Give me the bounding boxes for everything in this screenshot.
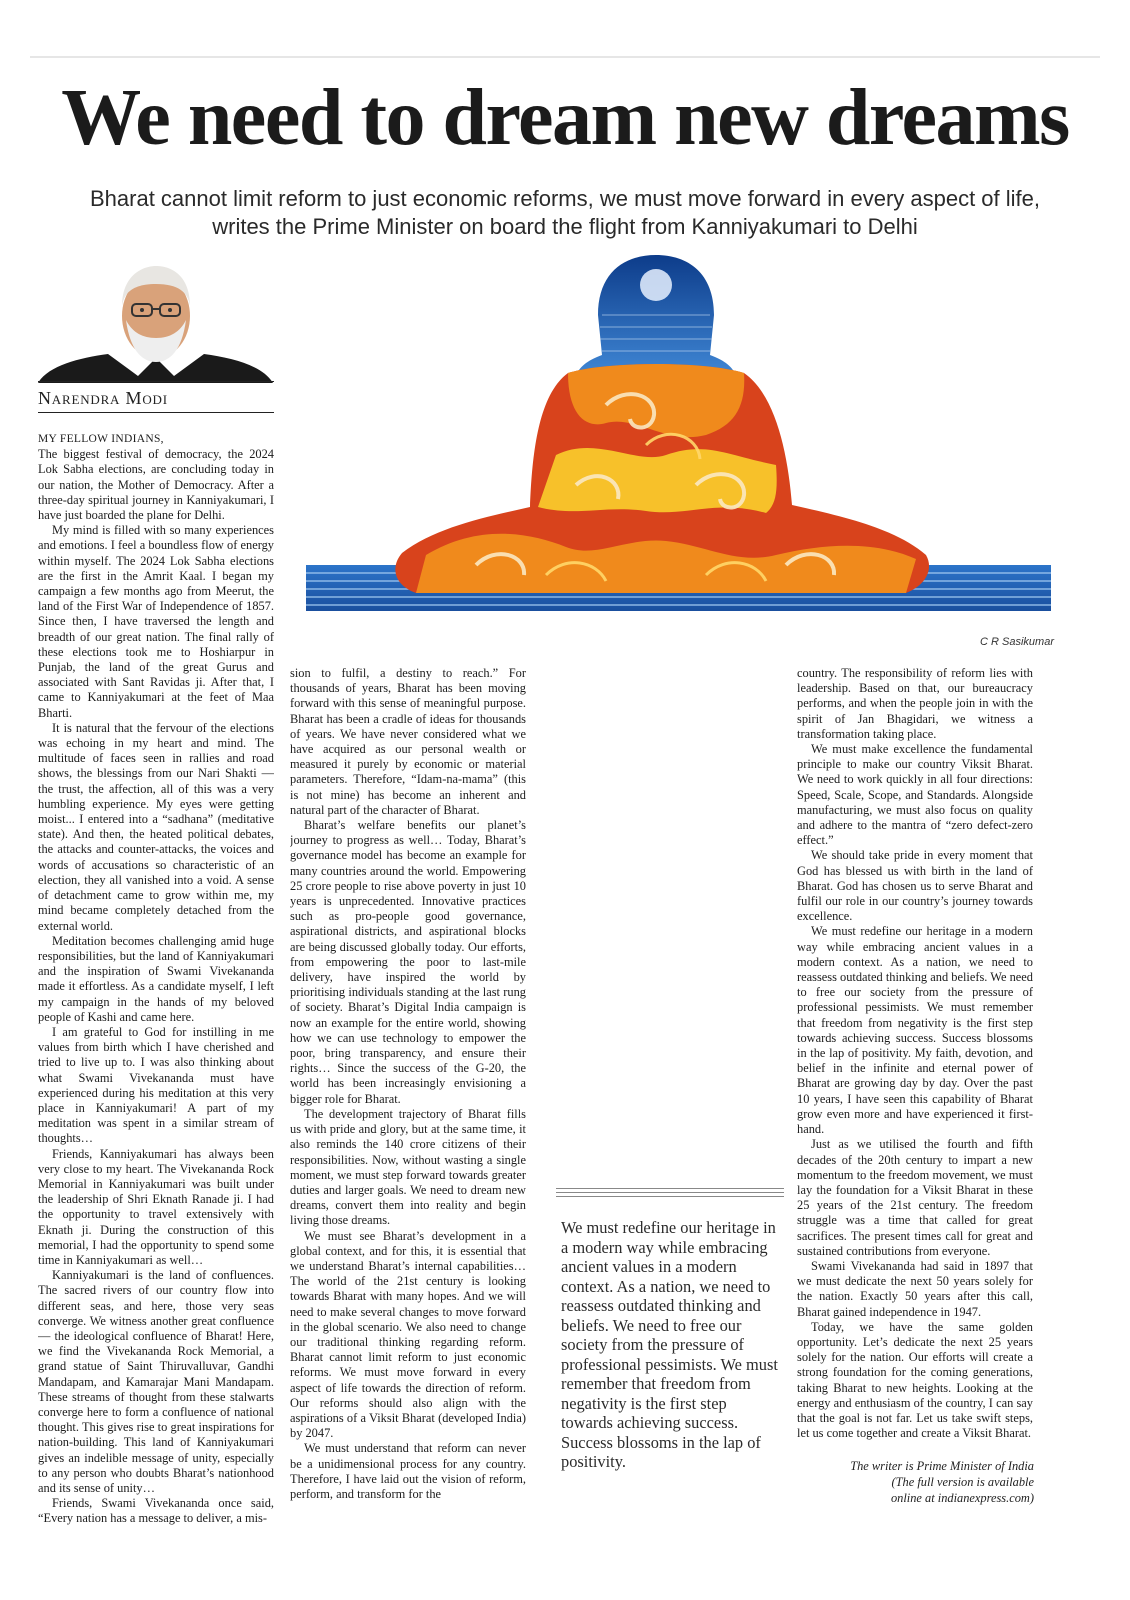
paragraph: We must make excellence the fundamental principle to make our country Viksit Bharat. We need to work quickly in all four directions: Speed, Scale, Scope, and Standards. Alongside manufacturing, we must also focus on quality and adhere to the mantra of “zero defect-zero effect.”	[797, 742, 1033, 848]
paragraph: We must understand that reform can never be a unidimensional process for any country. Therefore, I have laid out the vision of reform, perform, and transform for the	[290, 1441, 526, 1501]
headline: We need to dream new dreams	[61, 74, 1069, 162]
paragraph: Swami Vivekananda had said in 1897 that we must dedicate the next 50 years solely for the nation. Exactly 50 years after this call, Bharat gained independence in 1947.	[797, 1258, 1033, 1319]
meditating-figure-illustration	[306, 255, 1051, 635]
paragraph: It is natural that the fervour of the elections was echoing in my heart and mind. The multitude of faces seen in rallies and road shows, the blessings from our Nari Shakti — the trust, the affection, all of this was a very humbling experience. My eyes were getting moist... I entered into a “sadhana” (meditative state). And then, the heated political debates, the attacks and counter-attacks, the voices and words of accusations so characteristic of an election, they all vanished into a void. A sense of detachment came to grow within me, my mind became completely detached from the external world.	[38, 720, 274, 933]
paragraph: Friends, Swami Vivekananda once said, “Every nation has a message to deliver, a mis-	[38, 1496, 274, 1526]
author-note-line: The writer is Prime Minister of India	[850, 1459, 1034, 1473]
standfirst	[40, 185, 1090, 241]
article-column-1	[38, 432, 274, 1572]
paragraph: Meditation becomes challenging amid huge responsibilities, but the land of Kanniyakumari and the inspiration of Swami Vivekananda made it effortless. As a candidate myself, I left my campaign in the hands of my beloved people of Kashi and came here.	[38, 933, 274, 1024]
paragraph: sion to fulfil, a destiny to reach.” For thousands of years, Bharat has been moving forward with this sense of meaningful purpose. Bharat has been a cradle of ideas for thousands of years. We have never considered what we have acquired as our personal wealth or measured it purely by economic or material parameters. Therefore, “Idam-na-mama” (this is not mine) has become an inherent and natural part of the character of Bharat.	[290, 666, 526, 817]
paragraph: Bharat’s welfare benefits our planet’s journey to progress as well… Today, Bharat’s governance model has become an example for many countries around the world. Empowering 25 crore people to rise above poverty in just 10 years is unprecedented. Innovative practices such as pro-people good governance, aspirational districts, and aspirational blocks are being discussed globally today. Our efforts, from empowering the poor to last-mile delivery, have inspired the world by prioritising individuals standing at the last rung of society. Bharat’s Digital India campaign is now an example for the entire world, showing how we can use technology to empower the poor, bring transparency, and ensure their rights… Since the success of the G-20, the world has been increasingly envisioning a bigger role for Bharat.	[290, 818, 526, 1106]
standfirst-line: writes the Prime Minister on board the flight from Kanniyakumari to Delhi	[212, 214, 918, 239]
paragraph: The biggest festival of democracy, the 2024 Lok Sabha elections, are concluding today in our nation, the Mother of Democracy. After a three-day spiritual journey in Kanniyakumari, I have just boarded the plane for Delhi.	[38, 447, 274, 523]
article-column-3	[797, 666, 1033, 1456]
pullquote-rule	[556, 1196, 784, 1197]
paragraph: Today, we have the same golden opportunity. Let’s dedicate the next 25 years solely for the nation. Our efforts will create a strong foundation for the coming generations, taking Bharat to new heights. Looking at the energy and enthusiasm of the country, I can say that the goal is not far. Let us take swift steps, let us come together and create a Viksit Bharat.	[797, 1319, 1033, 1441]
author-portrait	[38, 258, 273, 383]
greeting: MY FELLOW INDIANS,	[38, 433, 164, 445]
author-note-line: (The full version is available	[891, 1475, 1034, 1489]
byline-rule	[38, 381, 274, 382]
article-column-2	[290, 666, 526, 1566]
illustration-credit: C R Sasikumar	[980, 636, 1054, 648]
author-note-line: online at indianexpress.com)	[890, 1491, 1034, 1505]
paragraph: I am grateful to God for instilling in me values from birth which I have cherished and tried to live up to. I was also thinking about what Swami Vivekananda must have experienced during his meditation at this very place in Kanniyakumari! A part of my meditation was spent in a similar stream of thoughts…	[38, 1024, 274, 1146]
paragraph: We must see Bharat’s development in a global context, and for this, it is essential that we understand Bharat’s internal capabilities… The world of the 21st century is looking towards Bharat with many hopes. And we will need to make several changes to move forward in the global scenario. We also need to change our traditional thinking regarding reform. Bharat cannot limit reform to just economic reforms. We must move forward in every aspect of life towards the direction of reform. Our reforms should also align with the aspirations of a Viksit Bharat (developed India) by 2047.	[290, 1228, 526, 1441]
paragraph: country. The responsibility of reform lies with leadership. Based on that, our bureaucracy performs, and when the people join in with the spirit of Jan Bhagidari, we witness a transformation taking place.	[797, 666, 1033, 741]
standfirst-line: Bharat cannot limit reform to just economic reforms, we must move forward in every aspect of life,	[89, 186, 1041, 211]
paragraph: Just as we utilised the fourth and fifth decades of the 20th century to impart a new momentum to the freedom movement, we must lay the foundation for a Viksit Bharat in these 25 years of the 21st century. The freedom struggle was a time that called for great sacrifices. The present times call for great and sustained contributions from everyone.	[797, 1137, 1033, 1258]
byline-rule	[38, 412, 274, 413]
author-byline: Narendra Modi	[38, 388, 168, 408]
author-note	[774, 1458, 1034, 1506]
paragraph: Friends, Kanniyakumari has always been very close to my heart. The Vivekananda Rock Memorial in Kanniyakumari was built under the leadership of Shri Eknath Ranade ji. I had the opportunity to travel extensively with Eknath ji. During the construction of this memorial, I had the opportunity to spend some time in Kanniyakumari as well…	[38, 1146, 274, 1267]
paragraph: We must redefine our heritage in a modern way while embracing ancient values in a modern context. As a nation, we need to reassess outdated thinking and beliefs. We need to free our society from the pressure of professional pessimists. We must remember that freedom from negativity is the first step towards achieving success. Success blossoms in the lap of positivity. My faith, devotion, and belief in the infinite and eternal power of Bharat are growing day by day. Over the past 10 years, I have seen this capability of Bharat grow even more and have experienced it first-hand.	[797, 924, 1033, 1137]
pullquote: We must redefine our heritage in a modern way while embracing ancient values in a modern context. As a nation, we need to reassess outdated thinking and beliefs. We need to free our society from the pressure of professional pessimists. We must remember that freedom from negativity is the first step towards achieving success. Success blossoms in the lap of positivity.	[561, 1218, 778, 1471]
paragraph: We should take pride in every moment that God has blessed us with birth in the land of Bharat. God has chosen us to serve Bharat and fulfil our role in our country’s journey towards excellence.	[797, 848, 1033, 924]
paragraph: Kanniyakumari is the land of confluences. The sacred rivers of our country flow into different seas, and here, those very seas converge. We witness another great confluence — the ideological confluence of Bharat! Here, we find the Vivekananda Rock Memorial, a grand statue of Saint Thiruvalluvar, Gandhi Mandapam, and Kamarajar Mani Mandapam. These streams of thought from these stalwarts converge here to form a confluence of national thought. This gives rise to great inspirations for nation-building. This land of Kanniyakumari gives an indelible message of unity, especially to any person who doubts Bharat’s nationhood and its sense of unity…	[38, 1268, 274, 1496]
top-rule	[30, 56, 1100, 58]
pullquote-rule	[556, 1188, 784, 1189]
paragraph: My mind is filled with so many experiences and emotions. I feel a boundless flow of energy within myself. The 2024 Lok Sabha elections are the first in the Amrit Kaal. I began my campaign a few months ago from Meerut, the land of the First War of Independence of 1857. Since then, I have traversed the length and breadth of our great nation. The final rally of these elections took me to Hoshiarpur in Punjab, the land of the great Gurus and associated with Sant Ravidas ji. After that, I came to Kanniyakumari at the feet of Maa Bharti.	[38, 523, 274, 720]
pullquote-rule	[556, 1192, 784, 1193]
paragraph: The development trajectory of Bharat fills us with pride and glory, but at the same time, it also reminds the 140 crore citizens of their responsibilities. Now, without wasting a single moment, we must step forward towards greater duties and larger goals. We need to dream new dreams, convert them into reality and begin living those dreams.	[290, 1106, 526, 1228]
